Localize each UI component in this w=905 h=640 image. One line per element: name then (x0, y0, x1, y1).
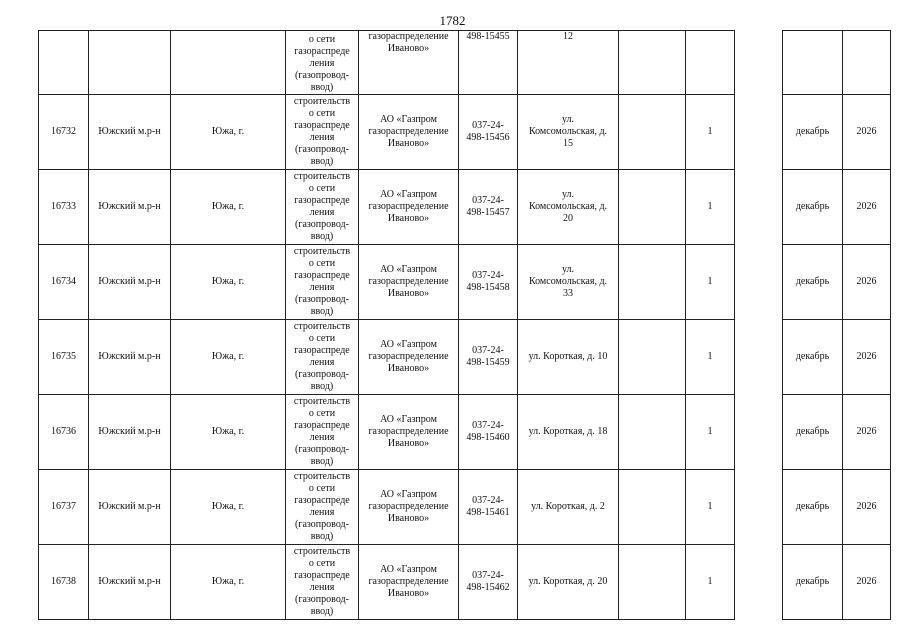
table-row (39, 545, 891, 620)
cell-qty: 1 (686, 545, 735, 620)
cell-purpose: строительств о сети газораспреде ления (газопровод- ввод) (286, 320, 359, 395)
cell-district: Южский м.р-н (89, 245, 171, 320)
cell-gap (735, 170, 783, 245)
cell-gap (735, 395, 783, 470)
cell-address: ул. Короткая, д. 2 (518, 470, 619, 545)
cell-address: ул. Комсомольская, д. 15 (518, 95, 619, 170)
cell-blank (619, 320, 686, 395)
cell-purpose: строительств о сети газораспреде ления (газопровод- ввод) (286, 170, 359, 245)
cell-month: декабрь (783, 95, 843, 170)
cell-gap (735, 320, 783, 395)
cell-city: Южа, г. (171, 320, 286, 395)
cell-no: 16735 (39, 320, 89, 395)
cell-gap (735, 31, 783, 95)
cell-no: 16734 (39, 245, 89, 320)
cell-gap (735, 95, 783, 170)
cell-application: 037-24- 498-15458 (459, 245, 518, 320)
cell-blank (619, 31, 686, 95)
cell-year: 2026 (843, 170, 891, 245)
cell-address: ул. Короткая, д. 18 (518, 395, 619, 470)
cell-month: декабрь (783, 245, 843, 320)
cell-year: 2026 (843, 545, 891, 620)
cell-city: Южа, г. (171, 395, 286, 470)
page-number: 1782 (439, 13, 466, 28)
cell-operator: газораспределение Иваново» (359, 31, 459, 95)
cell-city: Южа, г. (171, 245, 286, 320)
cell-district: Южский м.р-н (89, 95, 171, 170)
cell-year (843, 31, 891, 95)
cell-district: Южский м.р-н (89, 470, 171, 545)
cell-purpose: строительств о сети газораспреде ления (газопровод- ввод) (286, 470, 359, 545)
cell-year: 2026 (843, 95, 891, 170)
cell-no: 16733 (39, 170, 89, 245)
cell-city (171, 31, 286, 95)
cell-qty (686, 31, 735, 95)
table-row (39, 395, 891, 470)
cell-operator: АО «Газпром газораспределение Иваново» (359, 245, 459, 320)
cell-district: Южский м.р-н (89, 170, 171, 245)
registry-table (38, 30, 891, 620)
cell-application: 037-24- 498-15460 (459, 395, 518, 470)
cell-operator: АО «Газпром газораспределение Иваново» (359, 545, 459, 620)
cell-month: декабрь (783, 320, 843, 395)
cell-application: 037-24- 498-15459 (459, 320, 518, 395)
cell-gap (735, 470, 783, 545)
cell-year: 2026 (843, 320, 891, 395)
cell-address: ул. Короткая, д. 20 (518, 545, 619, 620)
cell-blank (619, 395, 686, 470)
cell-year: 2026 (843, 395, 891, 470)
table-row (39, 245, 891, 320)
cell-city: Южа, г. (171, 470, 286, 545)
cell-application: 037-24- 498-15457 (459, 170, 518, 245)
cell-year: 2026 (843, 470, 891, 545)
cell-month: декабрь (783, 395, 843, 470)
cell-district: Южский м.р-н (89, 320, 171, 395)
cell-purpose: строительств о сети газораспреде ления (газопровод- ввод) (286, 95, 359, 170)
cell-address: 12 (518, 31, 619, 95)
cell-qty: 1 (686, 470, 735, 545)
cell-city: Южа, г. (171, 170, 286, 245)
cell-qty: 1 (686, 95, 735, 170)
cell-operator: АО «Газпром газораспределение Иваново» (359, 95, 459, 170)
cell-purpose: о сети газораспреде ления (газопровод- ввод) (286, 31, 359, 95)
cell-no (39, 31, 89, 95)
cell-operator: АО «Газпром газораспределение Иваново» (359, 170, 459, 245)
table-row (39, 320, 891, 395)
cell-blank (619, 245, 686, 320)
cell-address: ул. Комсомольская, д. 33 (518, 245, 619, 320)
cell-blank (619, 170, 686, 245)
cell-qty: 1 (686, 320, 735, 395)
cell-address: ул. Комсомольская, д. 20 (518, 170, 619, 245)
cell-application: 037-24- 498-15461 (459, 470, 518, 545)
cell-month: декабрь (783, 470, 843, 545)
cell-district: Южский м.р-н (89, 395, 171, 470)
cell-no: 16732 (39, 95, 89, 170)
cell-purpose: строительств о сети газораспреде ления (газопровод- ввод) (286, 545, 359, 620)
cell-no: 16736 (39, 395, 89, 470)
cell-operator: АО «Газпром газораспределение Иваново» (359, 395, 459, 470)
cell-district: Южский м.р-н (89, 545, 171, 620)
cell-blank (619, 95, 686, 170)
cell-blank (619, 470, 686, 545)
cell-purpose: строительств о сети газораспреде ления (газопровод- ввод) (286, 245, 359, 320)
cell-month: декабрь (783, 545, 843, 620)
cell-address: ул. Короткая, д. 10 (518, 320, 619, 395)
cell-no: 16738 (39, 545, 89, 620)
cell-qty: 1 (686, 170, 735, 245)
cell-gap (735, 245, 783, 320)
cell-month (783, 31, 843, 95)
cell-month: декабрь (783, 170, 843, 245)
cell-qty: 1 (686, 395, 735, 470)
cell-application: 037-24- 498-15462 (459, 545, 518, 620)
cell-qty: 1 (686, 245, 735, 320)
cell-gap (735, 545, 783, 620)
cell-purpose: строительств о сети газораспреде ления (газопровод- ввод) (286, 395, 359, 470)
cell-no: 16737 (39, 470, 89, 545)
cell-operator: АО «Газпром газораспределение Иваново» (359, 470, 459, 545)
cell-operator: АО «Газпром газораспределение Иваново» (359, 320, 459, 395)
cell-city: Южа, г. (171, 95, 286, 170)
cell-application: 037-24- 498-15456 (459, 95, 518, 170)
cell-district (89, 31, 171, 95)
table-row (39, 95, 891, 170)
table-row (39, 170, 891, 245)
cell-city: Южа, г. (171, 545, 286, 620)
cell-blank (619, 545, 686, 620)
cell-application: 498-15455 (459, 31, 518, 95)
table-row-continued (39, 31, 891, 95)
cell-year: 2026 (843, 245, 891, 320)
table-row (39, 470, 891, 545)
